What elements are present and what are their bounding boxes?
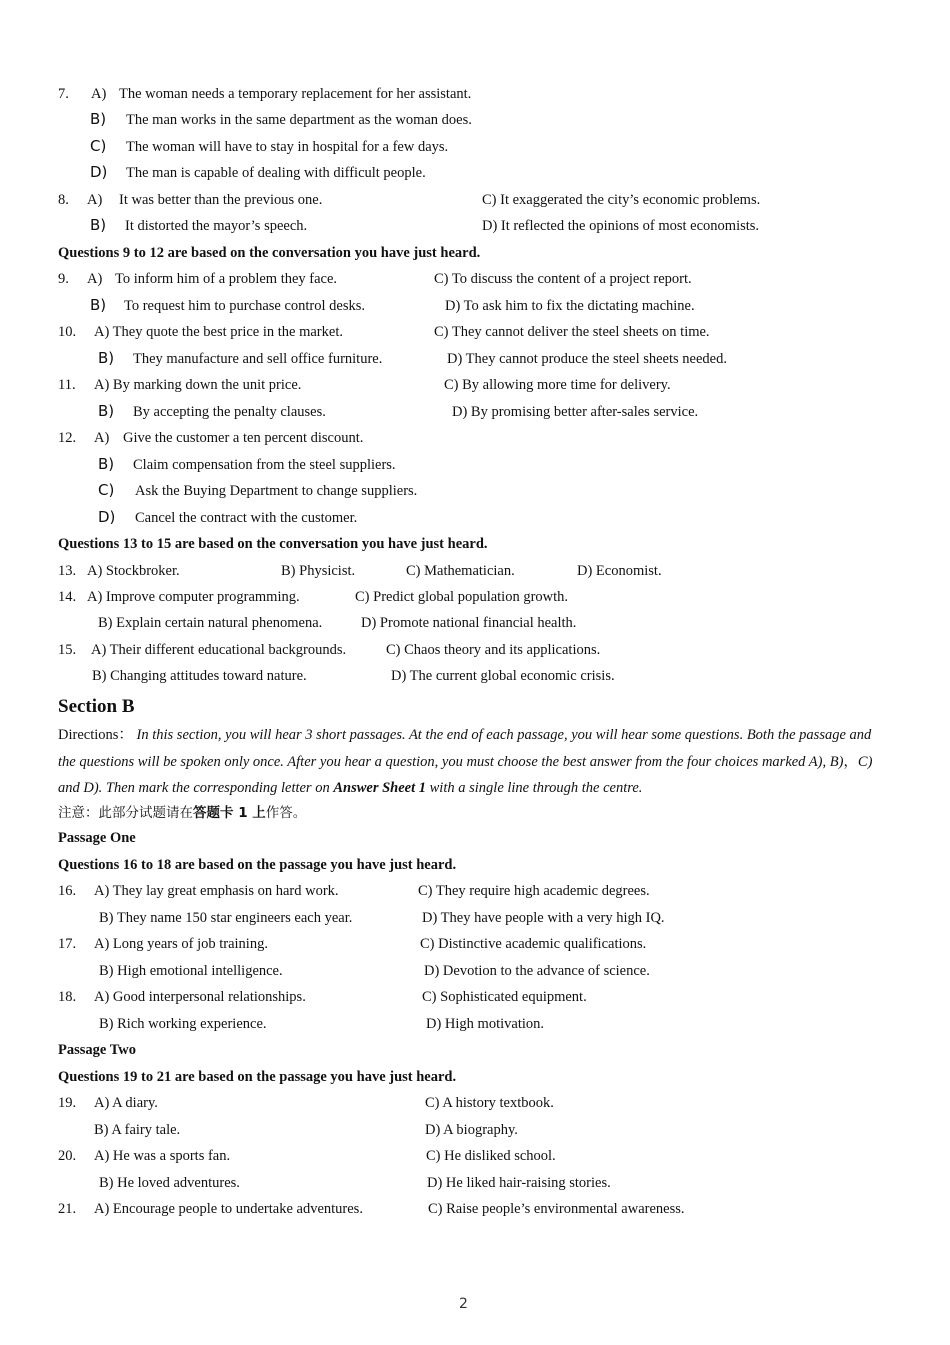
q20-option-c: C) He disliked school. [426, 1148, 556, 1164]
q18-option-b: B) Rich working experience. [99, 1016, 267, 1032]
q21-option-a: A) Encourage people to undertake adventures. [94, 1201, 363, 1217]
q20-option-a: A) He was a sports fan. [94, 1148, 231, 1164]
q10-option-c: C) They cannot deliver the steel sheets on time. [434, 324, 710, 340]
q8-option-a: It was better than the previous one. [119, 192, 323, 208]
q7-option-c: The woman will have to stay in hospital for a few days. [126, 139, 449, 155]
q12-option-b-label: B) [98, 455, 115, 473]
q17-option-b: B) High emotional intelligence. [99, 963, 283, 979]
q7-option-b: The man works in the same department as the woman does. [126, 112, 472, 128]
q12-option-b: Claim compensation from the steel suppliers. [133, 457, 396, 473]
q18-number: 18. [58, 989, 77, 1005]
q7-option-d: The man is capable of dealing with difficult people. [126, 165, 426, 181]
q18-option-c: C) Sophisticated equipment. [422, 989, 587, 1005]
q16-number: 16. [58, 883, 77, 899]
q9-option-c: C) To discuss the content of a project report. [434, 271, 692, 287]
directions-text-3: C) and D). Then mark the corresponding letter on [58, 753, 873, 796]
q12-option-d: Cancel the contract with the customer. [135, 510, 358, 526]
q13-option-b: B) Physicist. [281, 563, 356, 579]
q13-number: 13. [58, 563, 77, 579]
q21-option-c: C) Raise people’s environmental awareness. [428, 1201, 685, 1217]
passage-two-title: Passage Two [58, 1042, 137, 1058]
q17-option-a: A) Long years of job training. [94, 936, 268, 952]
q7-option-b-label: B) [90, 110, 107, 128]
q15-option-b: B) Changing attitudes toward nature. [92, 668, 307, 684]
q17-option-d: D) Devotion to the advance of science. [424, 963, 650, 979]
q10-option-a: A) They quote the best price in the market. [94, 324, 343, 340]
directions-text-4: with a single line through the centre. [429, 780, 643, 796]
q10-option-b: They manufacture and sell office furniture. [133, 351, 383, 367]
directions-answer-sheet: Answer Sheet 1 [333, 780, 427, 796]
q13-option-d: D) Economist. [577, 563, 662, 579]
note-answer-card: 答题卡 1 上 [193, 805, 266, 821]
section-b-note [58, 801, 306, 821]
q13-option-a: A) Stockbroker. [87, 563, 180, 579]
q9-option-a-label: A) [87, 271, 103, 287]
q14-number: 14. [58, 589, 77, 605]
q9-option-d: D) To ask him to fix the dictating machine. [445, 298, 695, 314]
q8-number: 8. [58, 192, 69, 208]
q7-option-a: The woman needs a temporary replacement for her assistant. [119, 86, 472, 102]
q20-option-d: D) He liked hair-raising stories. [427, 1175, 611, 1191]
q12-option-a: Give the customer a ten percent discount. [123, 430, 364, 446]
q8-option-b-label: B) [90, 216, 107, 234]
q9-option-b: To request him to purchase control desks. [124, 298, 365, 314]
q9-option-a: To inform him of a problem they face. [115, 271, 338, 287]
q8-option-c: C) It exaggerated the city’s economic problems. [482, 192, 761, 208]
q15-number: 15. [58, 642, 77, 658]
q7-option-a-label: A) [91, 86, 107, 102]
q9-option-b-label: B) [90, 296, 107, 314]
q11-number: 11. [58, 377, 76, 393]
q19-option-b: B) A fairy tale. [94, 1122, 181, 1138]
section-b-title: Section B [58, 696, 135, 717]
heading-q16-18: Questions 16 to 18 are based on the passage you have just heard. [58, 857, 457, 873]
q16-option-c: C) They require high academic degrees. [418, 883, 650, 899]
q8-option-d: D) It reflected the opinions of most economists. [482, 218, 760, 234]
q12-option-a-label: A) [94, 430, 110, 446]
note-suffix: 作答。 [265, 805, 307, 821]
note-prefix: 注意：此部分试题请在 [58, 805, 193, 821]
directions-text-2: you must choose the best answer from the four choices marked A), B) [441, 753, 844, 770]
q15-option-a: A) Their different educational backgrounds. [91, 642, 347, 658]
directions-separator: ， [843, 753, 858, 770]
q20-number: 20. [58, 1148, 77, 1164]
q7-option-d-label: D) [90, 163, 108, 181]
q17-option-c: C) Distinctive academic qualifications. [420, 936, 647, 952]
q21-number: 21. [58, 1201, 77, 1217]
q19-option-a: A) A diary. [94, 1095, 158, 1111]
q14-option-d: D) Promote national financial health. [361, 615, 577, 631]
q18-option-a: A) Good interpersonal relationships. [94, 989, 306, 1005]
q16-option-a: A) They lay great emphasis on hard work. [94, 883, 339, 899]
q9-number: 9. [58, 271, 69, 287]
q16-option-b: B) They name 150 star engineers each year. [99, 910, 353, 926]
q14-option-a: A) Improve computer programming. [87, 589, 300, 605]
q12-option-c-label: C) [98, 481, 115, 499]
heading-q13-15: Questions 13 to 15 are based on the conversation you have just heard. [58, 536, 488, 552]
q15-option-c: C) Chaos theory and its applications. [386, 642, 601, 658]
q7-option-c-label: C) [90, 137, 107, 155]
q12-number: 12. [58, 430, 77, 446]
directions-text-1: In this section, you will hear 3 short passages. At the end of each passage, you will hear some questions. Both the passage and the questions will be spoken only once. After you hear a question [58, 727, 872, 770]
directions-comma: , [434, 753, 439, 770]
q7-number: 7. [58, 86, 69, 102]
heading-q9-12: Questions 9 to 12 are based on the conversation you have just heard. [58, 245, 481, 261]
q8-option-b: It distorted the mayor’s speech. [125, 218, 308, 234]
q17-number: 17. [58, 936, 77, 952]
q14-option-c: C) Predict global population growth. [355, 589, 569, 605]
q19-option-c: C) A history textbook. [425, 1095, 554, 1111]
q10-option-d: D) They cannot produce the steel sheets needed. [447, 351, 727, 367]
q11-option-d: D) By promising better after-sales service. [452, 404, 699, 420]
heading-q19-21: Questions 19 to 21 are based on the passage you have just heard. [58, 1069, 457, 1085]
q19-option-d: D) A biography. [425, 1122, 518, 1138]
directions-label: Directions： [58, 727, 133, 743]
q18-option-d: D) High motivation. [426, 1016, 545, 1032]
q16-option-d: D) They have people with a very high IQ. [422, 910, 665, 926]
page-number: 2 [459, 1296, 468, 1312]
q10-option-b-label: B) [98, 349, 115, 367]
q12-option-c: Ask the Buying Department to change suppliers. [135, 483, 418, 499]
q10-number: 10. [58, 324, 77, 340]
q12-option-d-label: D) [98, 508, 116, 526]
q11-option-a: A) By marking down the unit price. [94, 377, 302, 393]
q19-number: 19. [58, 1095, 77, 1111]
q8-option-a-label: A) [87, 192, 103, 208]
q20-option-b: B) He loved adventures. [99, 1175, 240, 1191]
q11-option-b: By accepting the penalty clauses. [133, 404, 326, 420]
section-b-directions [58, 722, 878, 802]
q13-option-c: C) Mathematician. [406, 563, 515, 579]
q11-option-b-label: B) [98, 402, 115, 420]
q15-option-d: D) The current global economic crisis. [391, 668, 615, 684]
q11-option-c: C) By allowing more time for delivery. [444, 377, 671, 393]
passage-one-title: Passage One [58, 830, 136, 846]
q14-option-b: B) Explain certain natural phenomena. [98, 615, 323, 631]
